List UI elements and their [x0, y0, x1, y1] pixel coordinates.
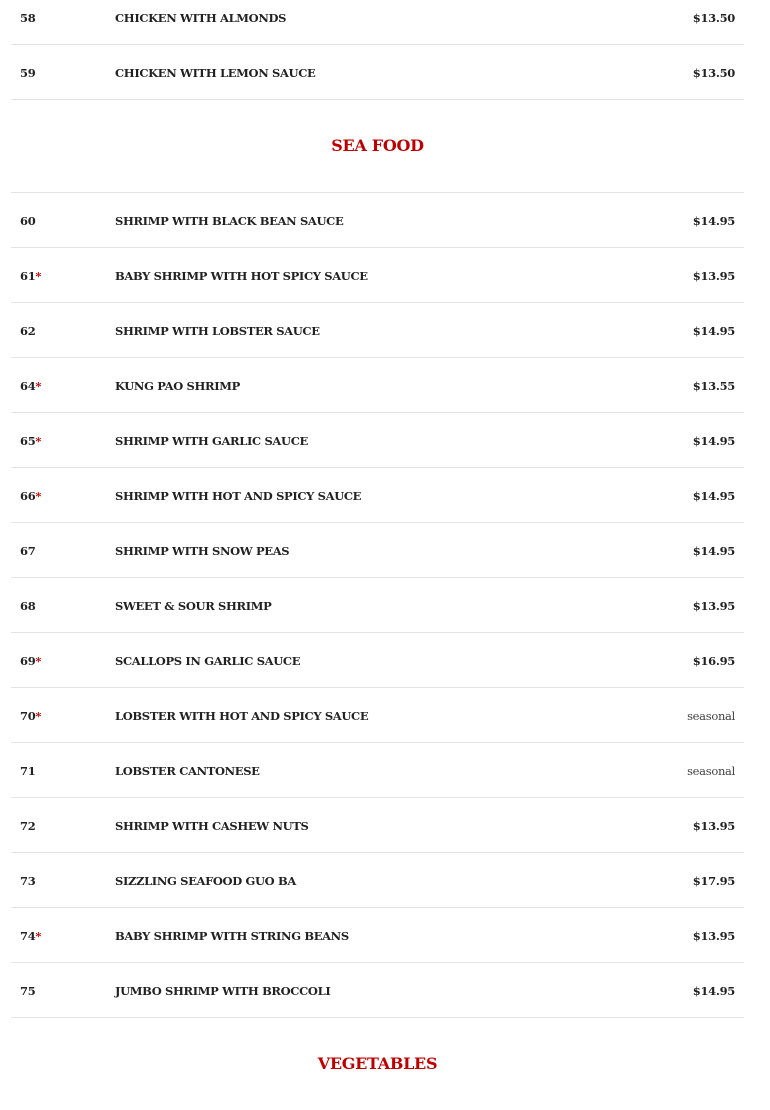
- item-number-text: 61: [20, 269, 36, 283]
- item-number-text: 60: [20, 214, 36, 228]
- item-number: [20, 874, 35, 888]
- spicy-marker: *: [35, 709, 42, 723]
- menu-list: [11, 0, 744, 1110]
- menu-item-row: [11, 45, 744, 100]
- section-title: SEA FOOD: [331, 136, 424, 155]
- item-price: $13.50: [692, 66, 735, 80]
- item-number: [20, 764, 35, 778]
- item-name: LOBSTER CANTONESE: [115, 764, 260, 778]
- item-number-text: 69: [20, 654, 36, 668]
- item-number: [20, 709, 41, 723]
- spicy-marker: *: [35, 269, 42, 283]
- item-name: CHICKEN WITH ALMONDS: [115, 11, 287, 25]
- item-price: $13.50: [692, 11, 735, 25]
- item-number: [20, 984, 35, 998]
- menu-item-row: [11, 908, 744, 963]
- item-name: SHRIMP WITH CASHEW NUTS: [115, 819, 309, 833]
- item-name: SIZZLING SEAFOOD GUO BA: [115, 874, 296, 888]
- item-number-text: 66: [20, 489, 36, 503]
- item-price: $14.95: [692, 324, 735, 338]
- item-name: LOBSTER WITH HOT AND SPICY SAUCE: [115, 709, 369, 723]
- menu-item-row: [11, 633, 744, 688]
- item-name: BABY SHRIMP WITH HOT SPICY SAUCE: [115, 269, 368, 283]
- item-number-text: 65: [20, 434, 36, 448]
- item-name: BABY SHRIMP WITH STRING BEANS: [115, 929, 349, 943]
- item-number: [20, 214, 35, 228]
- item-price: $13.95: [692, 269, 735, 283]
- item-name: JUMBO SHRIMP WITH BROCCOLI: [115, 984, 331, 998]
- item-number: [20, 489, 41, 503]
- item-name: SHRIMP WITH HOT AND SPICY SAUCE: [115, 489, 362, 503]
- menu-item-row: [11, 798, 744, 853]
- item-price: seasonal: [687, 764, 735, 778]
- menu-item-row: [11, 468, 744, 523]
- item-number: [20, 599, 35, 613]
- item-price: $13.55: [692, 379, 735, 393]
- item-price: $14.95: [692, 984, 735, 998]
- item-number: [20, 819, 35, 833]
- chicken-section-items: [11, 0, 744, 100]
- menu-item-row: [11, 523, 744, 578]
- menu-item-row: [11, 358, 744, 413]
- item-number: [20, 11, 35, 25]
- item-number-text: 70: [20, 709, 36, 723]
- menu-item-row: [11, 688, 744, 743]
- section-title: VEGETABLES: [317, 1054, 438, 1073]
- item-number-text: 68: [20, 599, 36, 613]
- item-number: [20, 929, 41, 943]
- item-price: $14.95: [692, 214, 735, 228]
- menu-item-row: [11, 0, 744, 45]
- seafood-section-items: [11, 193, 744, 1018]
- item-number: [20, 324, 35, 338]
- item-number: [20, 654, 41, 668]
- item-price: $14.95: [692, 434, 735, 448]
- item-price: $13.95: [692, 929, 735, 943]
- item-name: SHRIMP WITH BLACK BEAN SAUCE: [115, 214, 344, 228]
- item-name: CHICKEN WITH LEMON SAUCE: [115, 66, 316, 80]
- item-number: [20, 269, 41, 283]
- menu-item-row: [11, 853, 744, 908]
- menu-item-row: [11, 743, 744, 798]
- item-price: $16.95: [692, 654, 735, 668]
- item-number-text: 64: [20, 379, 36, 393]
- item-number: [20, 66, 35, 80]
- item-number-text: 67: [20, 544, 36, 558]
- item-number: [20, 434, 41, 448]
- item-price: $14.95: [692, 489, 735, 503]
- item-number-text: 58: [20, 11, 36, 25]
- menu-item-row: [11, 303, 744, 358]
- item-number: [20, 379, 41, 393]
- item-number-text: 73: [20, 874, 36, 888]
- item-price: seasonal: [687, 709, 735, 723]
- item-price: $14.95: [692, 544, 735, 558]
- item-number-text: 71: [20, 764, 36, 778]
- item-name: SCALLOPS IN GARLIC SAUCE: [115, 654, 301, 668]
- spicy-marker: *: [35, 929, 42, 943]
- item-price: $13.95: [692, 819, 735, 833]
- menu-item-row: [11, 578, 744, 633]
- menu-item-row: [11, 248, 744, 303]
- item-number-text: 75: [20, 984, 36, 998]
- spicy-marker: *: [35, 434, 42, 448]
- menu-item-row: [11, 193, 744, 248]
- item-number-text: 74: [20, 929, 36, 943]
- item-name: SHRIMP WITH SNOW PEAS: [115, 544, 290, 558]
- item-name: SWEET & SOUR SHRIMP: [115, 599, 272, 613]
- item-name: SHRIMP WITH LOBSTER SAUCE: [115, 324, 320, 338]
- menu-item-row: [11, 963, 744, 1018]
- item-number-text: 72: [20, 819, 36, 833]
- spicy-marker: *: [35, 654, 42, 668]
- item-name: KUNG PAO SHRIMP: [115, 379, 240, 393]
- spicy-marker: *: [35, 489, 42, 503]
- section-header-vegetables: [11, 1018, 744, 1110]
- item-price: $17.95: [692, 874, 735, 888]
- item-price: $13.95: [692, 599, 735, 613]
- section-header-seafood: [11, 100, 744, 193]
- item-number: [20, 544, 35, 558]
- menu-item-row: [11, 413, 744, 468]
- item-number-text: 62: [20, 324, 36, 338]
- spicy-marker: *: [35, 379, 42, 393]
- item-number-text: 59: [20, 66, 36, 80]
- item-name: SHRIMP WITH GARLIC SAUCE: [115, 434, 308, 448]
